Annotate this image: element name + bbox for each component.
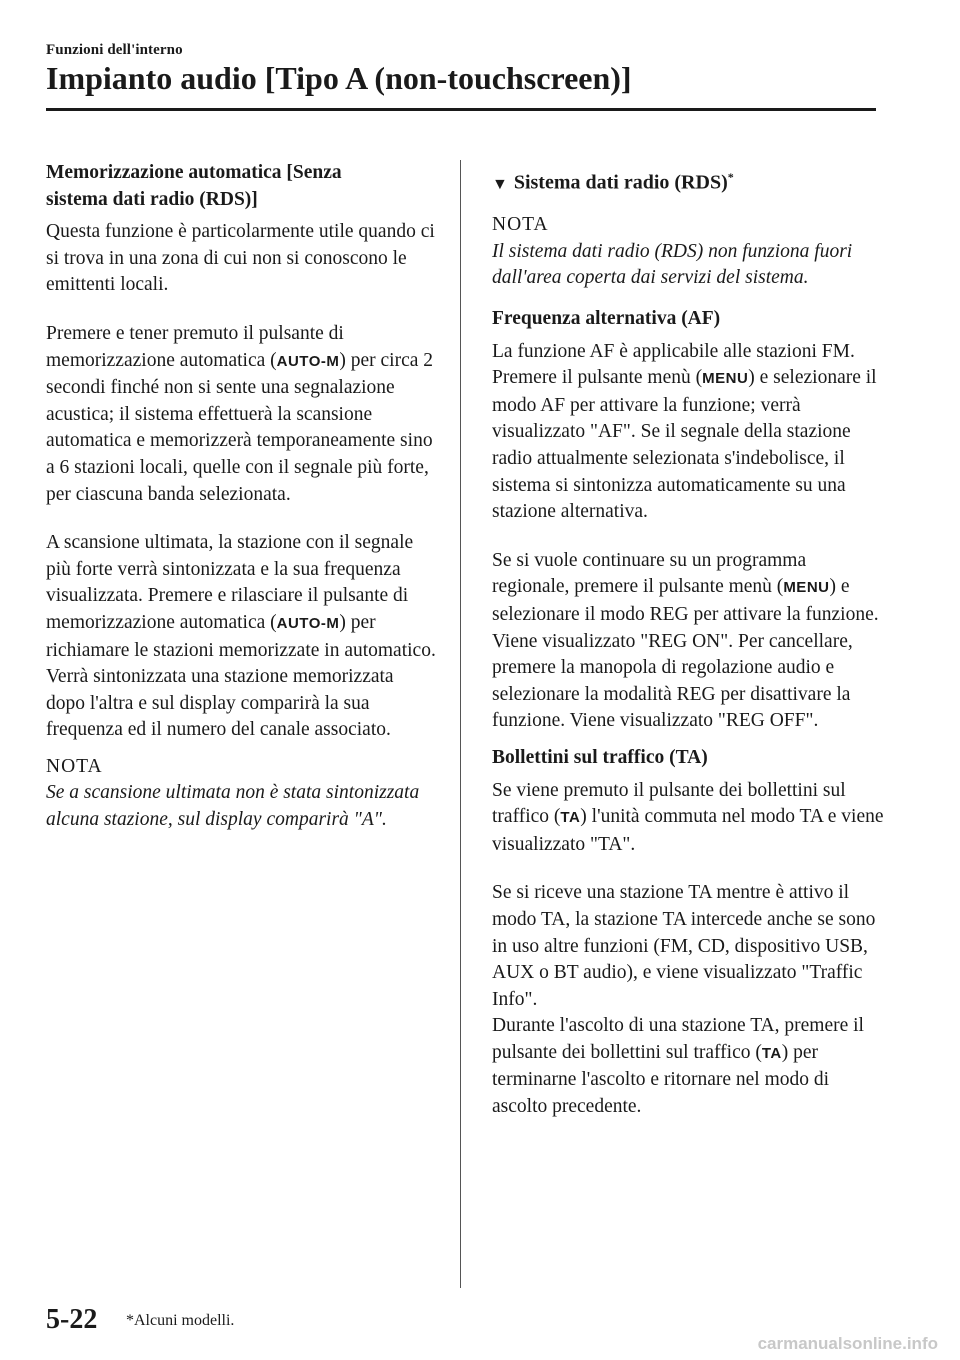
column-divider <box>460 160 461 1288</box>
af-paragraph-1-text-a: La funzione AF è applicabile alle stazioni FM. Premere il pulsante menù ( <box>492 340 855 389</box>
running-header-section: Funzioni dell'interno <box>46 42 183 58</box>
af-paragraph-2-text-a: Se si vuole continuare su un programma regionale, premere il pulsante menù ( <box>492 549 807 598</box>
ta-paragraph-1 <box>492 778 884 859</box>
ta-paragraph-1-text-a: Se viene premuto il pulsante dei bollettini sul traffico ( <box>492 779 846 828</box>
af-paragraph-2-text-b: ) e selezionare il modo REG per attivare la funzione. Viene visualizzato "REG ON". Per cancellare, premere la manopola di regolazione audio e selezionare la modalità REG per disattivare la funzione. Viene visualizzato "REG OFF". <box>492 576 879 732</box>
page-number: 5-22 <box>46 1304 98 1335</box>
page-title: Impianto audio [Tipo A (non-touchscreen)] <box>46 60 632 96</box>
auto-memory-paragraph-2-text-a: Premere e tener premuto il pulsante di memorizzazione automatica ( <box>46 322 344 371</box>
auto-memory-paragraph-1: Questa funzione è particolarmente utile quando ci si trova in una zona di cui non si conoscono le emittenti locali. <box>46 221 435 296</box>
ta-paragraph-2: Se si riceve una stazione TA mentre è attivo il modo TA, la stazione TA intercede anche se sono in uso altre funzioni (FM, CD, dispositivo USB, AUX o BT audio), e viene visualizzato "Traffic Info". <box>492 882 876 1010</box>
menu-button-label: MENU <box>702 370 749 388</box>
right-column <box>492 160 884 1121</box>
auto-memory-heading-line1: Memorizzazione automatica [Senza <box>46 162 342 183</box>
footer-note: *Alcuni modelli. <box>126 1312 235 1329</box>
ta-paragraph-1-text-b: ) l'unità commuta nel modo TA e viene visualizzato "TA". <box>492 806 884 855</box>
nota-text-left: Se a scansione ultimata non è stata sintonizzata alcuna stazione, sul display comparirà "A". <box>46 782 420 831</box>
ta-button-label-2: TA <box>761 1044 782 1062</box>
left-column <box>46 160 436 848</box>
rds-section-heading <box>492 164 884 198</box>
ta-paragraph-3 <box>492 1013 884 1120</box>
optional-feature-mark: * <box>727 170 734 184</box>
auto-m-button-label: AUTO-M <box>276 352 340 370</box>
af-paragraph-2 <box>492 548 884 735</box>
af-paragraph-1 <box>492 339 884 526</box>
nota-label-left: NOTA <box>46 755 103 777</box>
auto-memory-heading-line2: sistema dati radio (RDS)] <box>46 188 258 210</box>
ta-paragraph-3-text-b: ) per terminarne l'ascolto e ritornare nel modo di ascolto precedente. <box>492 1041 830 1118</box>
auto-memory-paragraph-2-text-b: ) per circa 2 secondi finché non si sente una segnalazione acustica; il sistema effettuerà la scansione automatica e memorizzerà temporaneamente sino a 6 stazioni locali, quelle con il segnale più forte, per ciascuna banda selezionata. <box>46 349 434 505</box>
ta-button-label: TA <box>560 809 581 827</box>
nota-text-right: Il sistema dati radio (RDS) non funziona fuori dall'area coperta dai servizi del sistema. <box>492 240 853 289</box>
watermark: carmanualsonline.info <box>757 1334 938 1353</box>
auto-memory-paragraph-3-text-a: A scansione ultimata, la stazione con il segnale più forte verrà sintonizzata e la sua frequenza visualizzata. Premere e rilasciare il pulsante di memorizzazione automatica ( <box>46 532 414 633</box>
rds-section-title: Sistema dati radio (RDS) <box>513 171 728 194</box>
ta-paragraph-3-text-a: Durante l'ascolto di una stazione TA, premere il pulsante dei bollettini sul traffico ( <box>492 1015 864 1063</box>
af-paragraph-1-text-b: ) e selezionare il modo AF per attivare la funzione; verrà visualizzato "AF". Se il segnale della stazione radio attualmente selezionata s'indebolisce, il sistema si sintonizza automaticamente su una stazione alternativa. <box>492 367 877 523</box>
auto-memory-heading <box>46 160 436 213</box>
af-heading: Frequenza alternativa (AF) <box>492 308 721 330</box>
nota-label-right: NOTA <box>492 214 549 236</box>
ta-heading: Bollettini sul traffico (TA) <box>492 746 708 768</box>
auto-memory-paragraph-3 <box>46 530 436 744</box>
section-triangle-icon: ▼ <box>492 175 508 193</box>
menu-button-label-2: MENU <box>783 579 830 597</box>
auto-memory-paragraph-3-text-b: ) per richiamare le stazioni memorizzate in automatico. Verrà sintonizzata una stazione memorizzata dopo l'altra e sul display comparirà la sua frequenza ed il numero del canale associato. <box>46 611 436 741</box>
header-rule <box>46 108 876 111</box>
auto-memory-paragraph-2 <box>46 321 436 508</box>
auto-m-button-label-2: AUTO-M <box>276 614 340 632</box>
